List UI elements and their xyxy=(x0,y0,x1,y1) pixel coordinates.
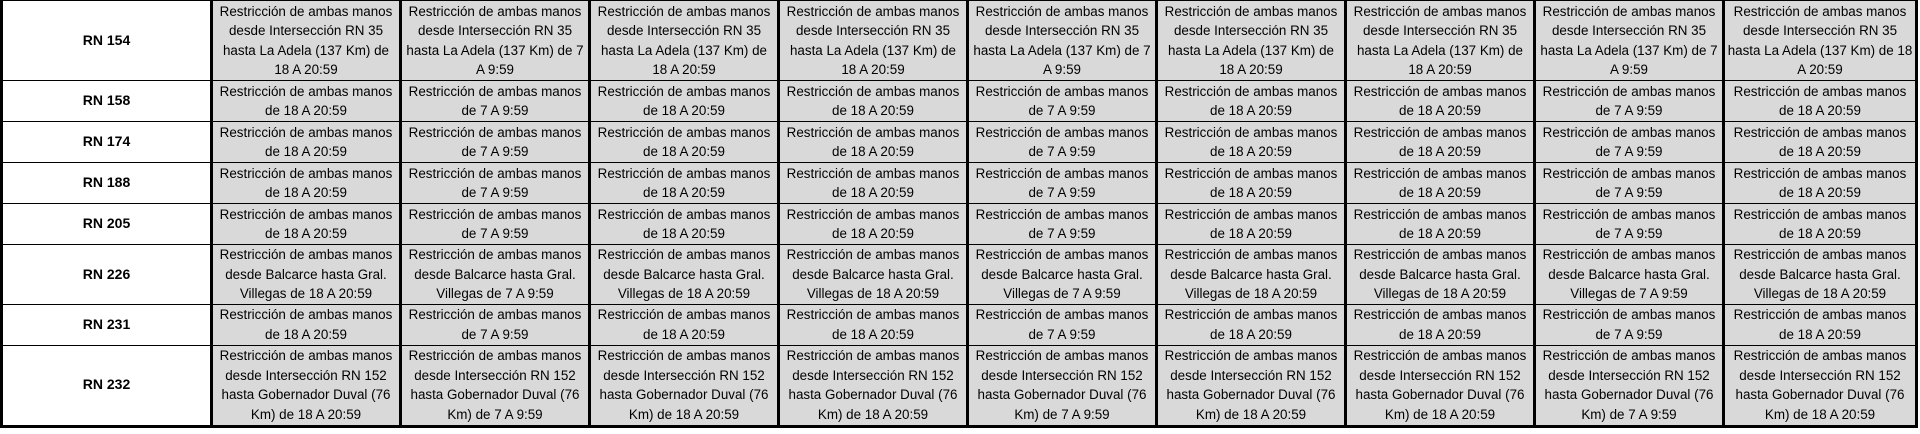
restriction-cell: Restricción de ambas manos desde Balcarce hasta Gral. Villegas de 7 A 9:59 xyxy=(1535,245,1724,305)
route-name: RN 226 xyxy=(2,245,212,305)
restriction-cell: Restricción de ambas manos de 18 A 20:59 xyxy=(1724,163,1917,204)
restriction-cell: Restricción de ambas manos de 18 A 20:59 xyxy=(212,122,401,163)
restriction-cell: Restricción de ambas manos de 18 A 20:59 xyxy=(590,304,779,345)
route-name: RN 232 xyxy=(2,345,212,426)
restriction-cell: Restricción de ambas manos desde Intersección RN 152 hasta Gobernador Duval (76 Km) de 7 A 9:59 xyxy=(1535,345,1724,426)
restriction-cell: Restricción de ambas manos desde Intersección RN 152 hasta Gobernador Duval (76 Km) de 18 A 20:59 xyxy=(1157,345,1346,426)
restriction-cell: Restricción de ambas manos desde Balcarce hasta Gral. Villegas de 18 A 20:59 xyxy=(1724,245,1917,305)
restriction-cell: Restricción de ambas manos de 18 A 20:59 xyxy=(1724,122,1917,163)
table-row xyxy=(2,245,1917,305)
restriction-cell: Restricción de ambas manos desde Intersección RN 152 hasta Gobernador Duval (76 Km) de 18 A 20:59 xyxy=(1724,345,1917,426)
table-row xyxy=(2,345,1917,426)
restriction-cell: Restricción de ambas manos desde Balcarce hasta Gral. Villegas de 18 A 20:59 xyxy=(590,245,779,305)
restriction-cell: Restricción de ambas manos de 18 A 20:59 xyxy=(779,81,968,122)
restriction-cell: Restricción de ambas manos desde Intersección RN 35 hasta La Adela (137 Km) de 18 A 20:59 xyxy=(1157,1,1346,81)
route-name: RN 154 xyxy=(2,1,212,81)
restriction-cell: Restricción de ambas manos desde Intersección RN 152 hasta Gobernador Duval (76 Km) de 7 A 9:59 xyxy=(968,345,1157,426)
restriction-cell: Restricción de ambas manos de 18 A 20:59 xyxy=(779,163,968,204)
route-name: RN 174 xyxy=(2,122,212,163)
restriction-cell: Restricción de ambas manos de 7 A 9:59 xyxy=(968,304,1157,345)
restriction-cell: Restricción de ambas manos desde Intersección RN 35 hasta La Adela (137 Km) de 7 A 9:59 xyxy=(968,1,1157,81)
restriction-cell: Restricción de ambas manos de 18 A 20:59 xyxy=(1346,163,1535,204)
restriction-cell: Restricción de ambas manos de 7 A 9:59 xyxy=(401,163,590,204)
table-row xyxy=(2,122,1917,163)
restriction-cell: Restricción de ambas manos desde Intersección RN 152 hasta Gobernador Duval (76 Km) de 18 A 20:59 xyxy=(212,345,401,426)
restriction-cell: Restricción de ambas manos desde Intersección RN 152 hasta Gobernador Duval (76 Km) de 7 A 9:59 xyxy=(401,345,590,426)
restriction-cell: Restricción de ambas manos de 7 A 9:59 xyxy=(1535,81,1724,122)
restriction-cell: Restricción de ambas manos de 18 A 20:59 xyxy=(779,204,968,245)
restriction-cell: Restricción de ambas manos desde Balcarce hasta Gral. Villegas de 7 A 9:59 xyxy=(968,245,1157,305)
restriction-cell: Restricción de ambas manos de 18 A 20:59 xyxy=(1157,122,1346,163)
route-name: RN 231 xyxy=(2,304,212,345)
restriction-cell: Restricción de ambas manos de 7 A 9:59 xyxy=(401,204,590,245)
restriction-cell: Restricción de ambas manos desde Intersección RN 152 hasta Gobernador Duval (76 Km) de 18 A 20:59 xyxy=(779,345,968,426)
restriction-cell: Restricción de ambas manos de 7 A 9:59 xyxy=(1535,163,1724,204)
restriction-cell: Restricción de ambas manos desde Intersección RN 35 hasta La Adela (137 Km) de 18 A 20:59 xyxy=(1724,1,1917,81)
table-row xyxy=(2,1,1917,81)
restriction-cell: Restricción de ambas manos de 18 A 20:59 xyxy=(1346,204,1535,245)
restriction-cell: Restricción de ambas manos de 18 A 20:59 xyxy=(1346,81,1535,122)
restriction-cell: Restricción de ambas manos desde Balcarce hasta Gral. Villegas de 7 A 9:59 xyxy=(401,245,590,305)
restriction-cell: Restricción de ambas manos desde Intersección RN 152 hasta Gobernador Duval (76 Km) de 18 A 20:59 xyxy=(590,345,779,426)
route-name: RN 188 xyxy=(2,163,212,204)
restriction-cell: Restricción de ambas manos desde Intersección RN 35 hasta La Adela (137 Km) de 18 A 20:59 xyxy=(779,1,968,81)
restriction-cell: Restricción de ambas manos desde Balcarce hasta Gral. Villegas de 18 A 20:59 xyxy=(1157,245,1346,305)
restriction-cell: Restricción de ambas manos de 7 A 9:59 xyxy=(401,81,590,122)
restriction-cell: Restricción de ambas manos de 18 A 20:59 xyxy=(1157,304,1346,345)
restriction-cell: Restricción de ambas manos de 18 A 20:59 xyxy=(212,204,401,245)
restriction-cell: Restricción de ambas manos de 18 A 20:59 xyxy=(590,163,779,204)
restriction-cell: Restricción de ambas manos de 7 A 9:59 xyxy=(401,304,590,345)
table-row xyxy=(2,304,1917,345)
restriction-cell: Restricción de ambas manos de 7 A 9:59 xyxy=(401,122,590,163)
restriction-cell: Restricción de ambas manos de 18 A 20:59 xyxy=(1724,204,1917,245)
restriction-cell: Restricción de ambas manos de 18 A 20:59 xyxy=(779,122,968,163)
restriction-cell: Restricción de ambas manos de 18 A 20:59 xyxy=(590,122,779,163)
table-row xyxy=(2,163,1917,204)
restriction-cell: Restricción de ambas manos de 18 A 20:59 xyxy=(212,81,401,122)
restriction-cell: Restricción de ambas manos de 7 A 9:59 xyxy=(968,163,1157,204)
restriction-cell: Restricción de ambas manos de 18 A 20:59 xyxy=(1157,163,1346,204)
restriction-cell: Restricción de ambas manos de 18 A 20:59 xyxy=(1346,122,1535,163)
route-name: RN 205 xyxy=(2,204,212,245)
restriction-cell: Restricción de ambas manos de 7 A 9:59 xyxy=(968,122,1157,163)
restriction-cell: Restricción de ambas manos de 18 A 20:59 xyxy=(1157,204,1346,245)
restriction-cell: Restricción de ambas manos de 18 A 20:59 xyxy=(779,304,968,345)
route-name: RN 158 xyxy=(2,81,212,122)
restriction-cell: Restricción de ambas manos de 18 A 20:59 xyxy=(1724,81,1917,122)
restriction-cell: Restricción de ambas manos de 18 A 20:59 xyxy=(590,204,779,245)
restriction-cell: Restricción de ambas manos de 7 A 9:59 xyxy=(1535,304,1724,345)
restriction-cell: Restricción de ambas manos de 7 A 9:59 xyxy=(968,204,1157,245)
restriction-cell: Restricción de ambas manos de 7 A 9:59 xyxy=(1535,122,1724,163)
restriction-cell: Restricción de ambas manos desde Balcarce hasta Gral. Villegas de 18 A 20:59 xyxy=(1346,245,1535,305)
restriction-cell: Restricción de ambas manos de 18 A 20:59 xyxy=(1157,81,1346,122)
restriction-cell: Restricción de ambas manos desde Intersección RN 152 hasta Gobernador Duval (76 Km) de 18 A 20:59 xyxy=(1346,345,1535,426)
restriction-cell: Restricción de ambas manos desde Intersección RN 35 hasta La Adela (137 Km) de 7 A 9:59 xyxy=(401,1,590,81)
restriction-cell: Restricción de ambas manos desde Intersección RN 35 hasta La Adela (137 Km) de 18 A 20:59 xyxy=(590,1,779,81)
restriction-cell: Restricción de ambas manos de 7 A 9:59 xyxy=(1535,204,1724,245)
restriction-cell: Restricción de ambas manos desde Intersección RN 35 hasta La Adela (137 Km) de 18 A 20:59 xyxy=(212,1,401,81)
table-row xyxy=(2,204,1917,245)
restriction-cell: Restricción de ambas manos desde Intersección RN 35 hasta La Adela (137 Km) de 18 A 20:59 xyxy=(1346,1,1535,81)
restriction-cell: Restricción de ambas manos de 18 A 20:59 xyxy=(212,163,401,204)
restriction-cell: Restricción de ambas manos desde Intersección RN 35 hasta La Adela (137 Km) de 7 A 9:59 xyxy=(1535,1,1724,81)
restriction-cell: Restricción de ambas manos desde Balcarce hasta Gral. Villegas de 18 A 20:59 xyxy=(779,245,968,305)
restriction-cell: Restricción de ambas manos desde Balcarce hasta Gral. Villegas de 18 A 20:59 xyxy=(212,245,401,305)
table-row xyxy=(2,81,1917,122)
restriction-cell: Restricción de ambas manos de 18 A 20:59 xyxy=(590,81,779,122)
restriction-cell: Restricción de ambas manos de 18 A 20:59 xyxy=(212,304,401,345)
restriction-cell: Restricción de ambas manos de 18 A 20:59 xyxy=(1724,304,1917,345)
restriction-cell: Restricción de ambas manos de 18 A 20:59 xyxy=(1346,304,1535,345)
restriction-cell: Restricción de ambas manos de 7 A 9:59 xyxy=(968,81,1157,122)
